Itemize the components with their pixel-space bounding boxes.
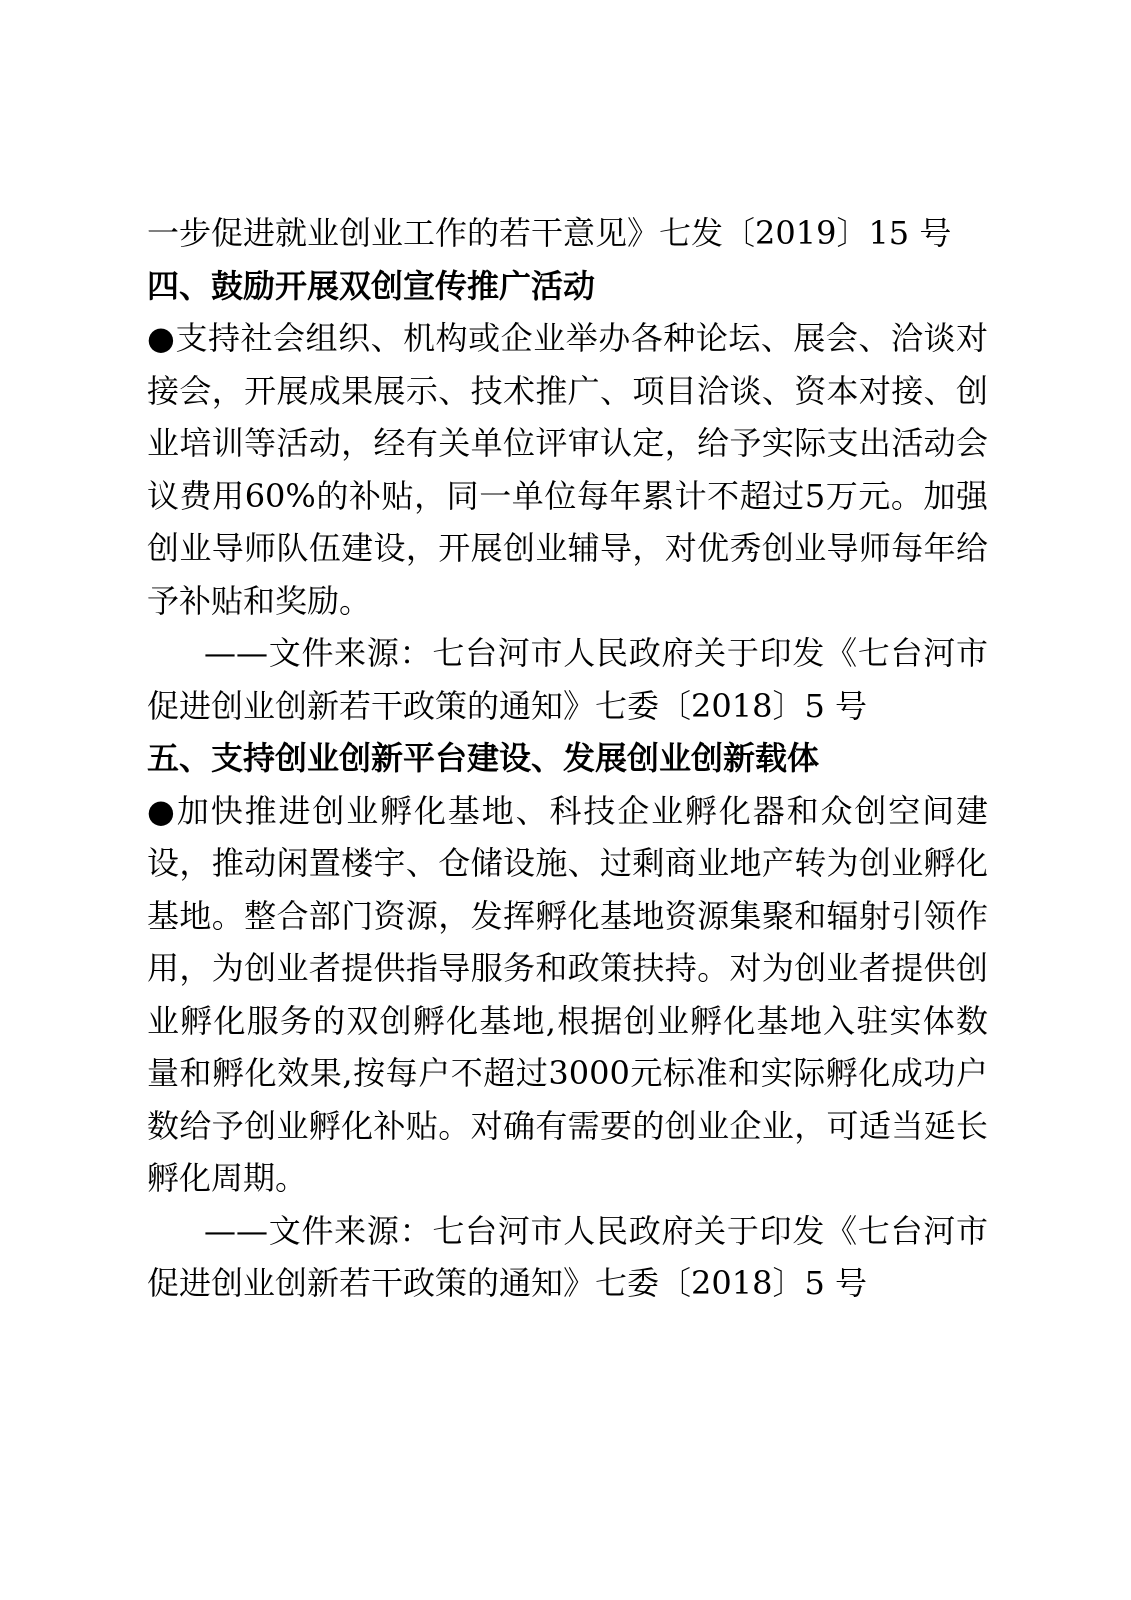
bullet-icon: ●	[147, 791, 177, 830]
source-attribution-section-four: ——文件来源：七台河市人民政府关于印发《七台河市促进创业创新若干政策的通知》七委〔2018〕5 号	[147, 634, 988, 725]
policy-paragraph-text: 加快推进创业孵化基地、科技企业孵化器和众创空间建设，推动闲置楼宇、仓储设施、过剩商业地产转为创业孵化基地。整合部门资源，发挥孵化基地资源集聚和辐射引领作用，为创业者提供指导服务和政策扶持。对为创业者提供创业孵化服务的双创孵化基地,根据创业孵化基地入驻实体数量和孵化效果,按每户不超过3000元标准和实际孵化成功户数给予创业孵化补贴。对确有需要的创业企业，可适当延长孵化周期。	[147, 791, 988, 1197]
bullet-icon: ●	[147, 319, 176, 357]
policy-paragraph-section-four	[147, 312, 988, 627]
policy-paragraph-text: 支持社会组织、机构或企业举办各种论坛、展会、洽谈对接会，开展成果展示、技术推广、项目洽谈、资本对接、创业培训等活动，经有关单位评审认定，给予实际支出活动会议费用60%的补贴，同一单位每年累计不超过5万元。加强创业导师队伍建设，开展创业辅导，对优秀创业导师每年给予补贴和奖励。	[147, 319, 988, 620]
document-content	[147, 207, 988, 1310]
section-heading-five: 五、支持创业创新平台建设、发展创业创新载体	[147, 739, 820, 777]
paragraph-continuation: 一步促进就业创业工作的若干意见》七发〔2019〕15 号	[147, 214, 952, 252]
policy-paragraph-section-five	[147, 785, 988, 1205]
source-attribution-section-five: ——文件来源：七台河市人民政府关于印发《七台河市促进创业创新若干政策的通知》七委〔2018〕5 号	[147, 1211, 988, 1302]
section-heading-four: 四、鼓励开展双创宣传推广活动	[147, 266, 596, 305]
